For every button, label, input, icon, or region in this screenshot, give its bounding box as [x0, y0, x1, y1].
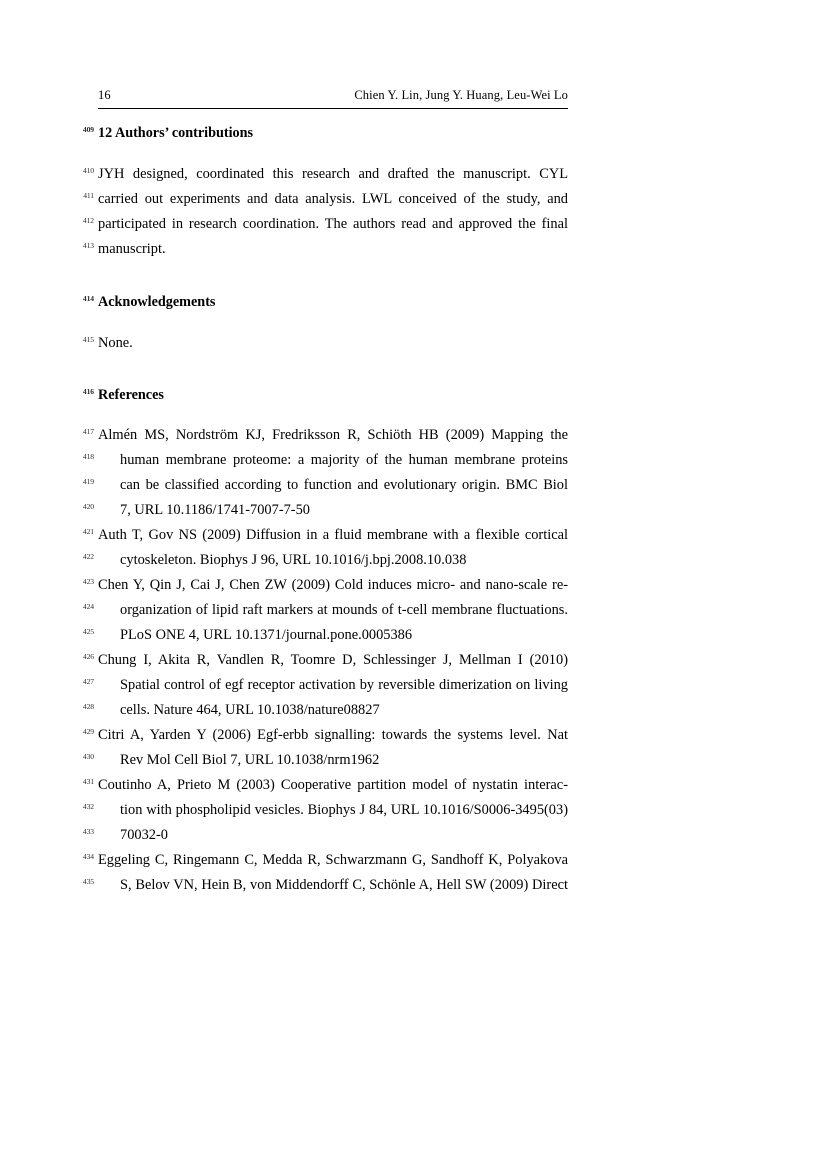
line-text: References	[98, 387, 164, 403]
text-line	[82, 502, 568, 518]
text-line	[82, 241, 568, 257]
text-line	[82, 852, 568, 868]
line-number: 417	[82, 427, 94, 436]
line-number: 418	[82, 452, 94, 461]
line-text: Citri A, Yarden Y (2006) Egf-erbb signalling: towards the systems level. Nat	[98, 727, 568, 743]
line-text: tion with phospholipid vesicles. Biophys J 84, URL 10.1016/S0006-3495(03)	[120, 802, 568, 818]
section-heading	[82, 294, 568, 310]
line-number: 410	[82, 166, 94, 175]
line-text: Rev Mol Cell Biol 7, URL 10.1038/nrm1962	[120, 752, 380, 768]
line-text: carried out experiments and data analysis. LWL conceived of the study, and	[98, 191, 568, 207]
line-number: 421	[82, 527, 94, 536]
line-number: 427	[82, 677, 94, 686]
line-number: 415	[82, 335, 94, 344]
line-number: 432	[82, 802, 94, 811]
text-line	[82, 216, 568, 232]
text-line	[82, 702, 568, 718]
line-number: 430	[82, 752, 94, 761]
line-number: 409	[82, 125, 94, 134]
text-line	[82, 877, 568, 893]
line-number: 419	[82, 477, 94, 486]
text-line	[82, 727, 568, 743]
line-number: 422	[82, 552, 94, 561]
line-number: 424	[82, 602, 94, 611]
line-text: 70032-0	[120, 827, 168, 843]
line-text: Coutinho A, Prieto M (2003) Cooperative partition model of nystatin interac-	[98, 777, 568, 793]
running-head	[98, 88, 568, 106]
running-head-authors: Chien Y. Lin, Jung Y. Huang, Leu-Wei Lo	[354, 88, 568, 102]
line-number: 429	[82, 727, 94, 736]
text-line	[82, 477, 568, 493]
text-line	[82, 677, 568, 693]
text-line	[82, 577, 568, 593]
line-text: 7, URL 10.1186/1741-7007-7-50	[120, 502, 310, 518]
line-text: 12 Authors’ contributions	[98, 125, 254, 141]
line-text: PLoS ONE 4, URL 10.1371/journal.pone.0005386	[120, 627, 413, 643]
line-text: Chen Y, Qin J, Cai J, Chen ZW (2009) Cold induces micro- and nano-scale re-	[98, 577, 568, 593]
line-text: cytoskeleton. Biophys J 96, URL 10.1016/j.bpj.2008.10.038	[120, 552, 467, 568]
text-line	[82, 652, 568, 668]
line-text: cells. Nature 464, URL 10.1038/nature08827	[120, 702, 380, 718]
line-text: Eggeling C, Ringemann C, Medda R, Schwarzmann G, Sandhoff K, Polyakova	[98, 852, 568, 868]
line-number: 433	[82, 827, 94, 836]
text-line	[82, 427, 568, 443]
line-text: manuscript.	[98, 241, 166, 257]
text-line	[82, 335, 568, 351]
line-text: Auth T, Gov NS (2009) Diffusion in a fluid membrane with a flexible cortical	[98, 527, 568, 543]
line-text: S, Belov VN, Hein B, von Middendorff C, Schönle A, Hell SW (2009) Direct	[120, 877, 568, 893]
text-line	[82, 827, 568, 843]
line-number: 414	[82, 294, 94, 303]
text-line	[82, 777, 568, 793]
text-line	[82, 627, 568, 643]
header-rule	[98, 108, 568, 109]
section-heading	[82, 125, 568, 141]
line-number: 426	[82, 652, 94, 661]
line-number: 412	[82, 216, 94, 225]
text-line	[82, 552, 568, 568]
text-line	[82, 752, 568, 768]
line-number: 413	[82, 241, 94, 250]
text-line	[82, 166, 568, 182]
text-line	[82, 602, 568, 618]
line-text: Acknowledgements	[98, 294, 216, 310]
page-number: 16	[98, 88, 111, 102]
line-text: Spatial control of egf receptor activation by reversible dimerization on living	[120, 677, 568, 693]
line-text: can be classified according to function and evolutionary origin. BMC Biol	[120, 477, 568, 493]
section-heading	[82, 387, 568, 403]
line-text: participated in research coordination. The authors read and approved the final	[98, 216, 568, 232]
text-line	[83, 191, 568, 207]
line-number: 431	[82, 777, 94, 786]
line-number: 435	[82, 877, 94, 886]
line-text: JYH designed, coordinated this research and drafted the manuscript. CYL	[98, 166, 568, 182]
text-line	[82, 802, 568, 818]
line-number: 428	[82, 702, 94, 711]
line-text: human membrane proteome: a majority of the human membrane proteins	[120, 452, 568, 468]
line-number: 416	[82, 387, 94, 396]
text-line	[82, 452, 568, 468]
line-text: organization of lipid raft markers at mounds of t-cell membrane fluctuations.	[120, 602, 568, 618]
line-text: Chung I, Akita R, Vandlen R, Toomre D, Schlessinger J, Mellman I (2010)	[98, 652, 568, 668]
text-line	[82, 527, 568, 543]
line-number: 420	[82, 502, 94, 511]
line-text: Almén MS, Nordström KJ, Fredriksson R, Schiöth HB (2009) Mapping the	[98, 427, 568, 443]
line-number: 411	[83, 191, 94, 200]
line-number: 423	[82, 577, 94, 586]
line-number: 425	[82, 627, 94, 636]
line-number: 434	[82, 852, 94, 861]
line-text: None.	[98, 335, 133, 351]
